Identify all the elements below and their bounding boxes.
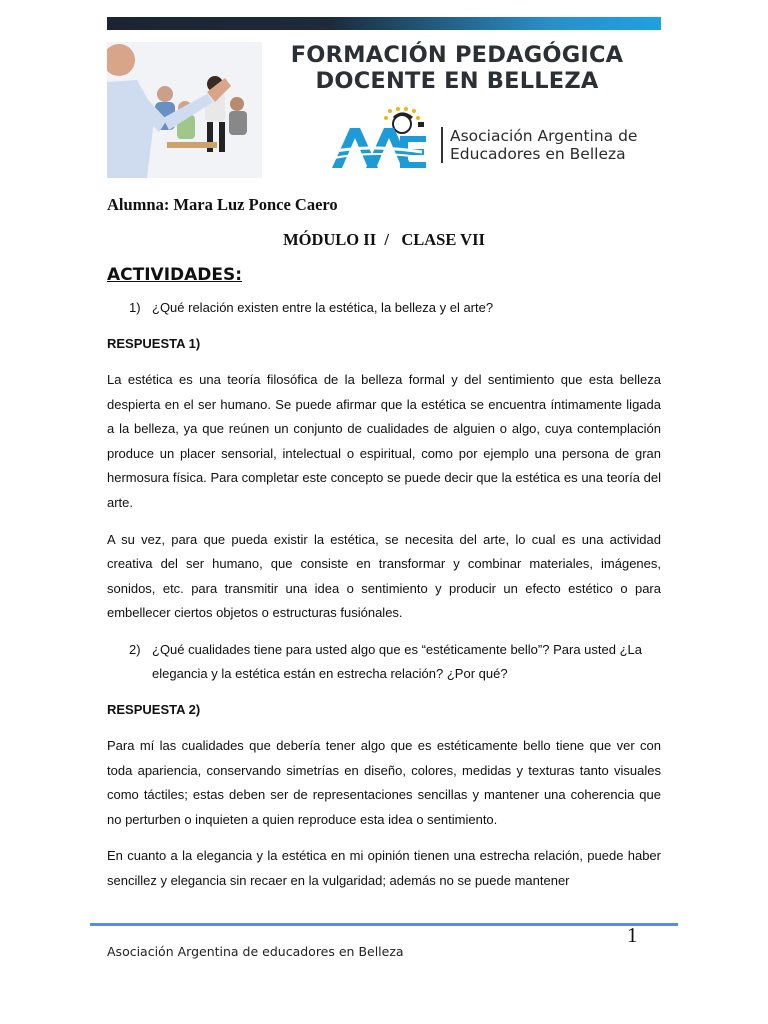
section-title: ACTIVIDADES: — [107, 265, 243, 285]
answer-1-label: RESPUESTA 1) — [107, 336, 201, 351]
document-body — [107, 194, 661, 894]
answer-1-paragraph-1: La estética es una teoría filosófica de la belleza formal y del sentimiento que esta belleza despierta en el ser humano. Se puede afirmar que la estética se encuentra íntimamente ligada a la belleza, ya que reúnen un conjunto de cualidades de alguien o algo, cuya contemplación produce un placer sensorial, intelectual o espiritual, como por ejemplo una persona de gran hermosura física. Para completar este concepto se puede decir que la estética es una teoría del arte. — [107, 372, 661, 510]
classroom-photo-icon — [107, 42, 262, 178]
question-1-text: ¿Qué relación existen entre la estética, la belleza y el arte? — [152, 300, 494, 315]
question-1-number: 1) — [129, 300, 141, 315]
module-heading: MÓDULO II / CLASE VII — [283, 230, 485, 249]
footer-org-text: Asociación Argentina de educadores en Belleza — [107, 944, 404, 959]
banner-title-line1: FORMACIÓN PEDAGÓGICA — [290, 42, 624, 68]
page-number: 1 — [627, 923, 638, 947]
org-name-line2: Educadores en Belleza — [450, 145, 626, 163]
answer-1-paragraph-2: A su vez, para que pueda existir la estética, se necesita del arte, lo cual es una actividad creativa del ser humano, que consiste en transformar y combinar materiales, imágenes, sonidos, etc. para transmitir una idea o sentimiento y producir un efecto estético o para embellecer ciertos objetos o estructuras fusiónales. — [107, 531, 661, 621]
aae-logo-icon — [330, 106, 442, 170]
banner-title — [262, 42, 652, 94]
org-name — [441, 127, 670, 163]
student-name: Alumna: Mara Luz Ponce Caero — [107, 195, 338, 214]
question-2-number: 2) — [129, 641, 141, 657]
answer-2-label: RESPUESTA 2) — [107, 701, 201, 717]
question-1 — [107, 296, 661, 320]
banner-title-line2: DOCENTE EN BELLEZA — [315, 68, 599, 94]
header-color-bar — [107, 17, 661, 30]
org-name-line1: Asociación Argentina de — [450, 127, 638, 145]
answer-2-paragraph-2: En cuanto a la elegancia y la estética en mi opinión tienen una estrecha relación, puede haber sencillez y elegancia sin recaer en la vulgaridad; además no se puede mantener — [107, 848, 661, 888]
answer-2-paragraph-1: Para mí las cualidades que debería tener algo que es estéticamente bello tiene que ver con toda apariencia, conservando simetrías en diseño, colores, medidas y texturas tanto visuales como táctiles; estas deben ser de representaciones sencillas y mantener una coherencia que no perturben o inquieten a quien reproduce esta idea o sentimiento. — [107, 737, 661, 827]
question-2 — [107, 638, 661, 686]
question-2-text: ¿Qué cualidades tiene para usted algo que es “estéticamente bello”? Para usted ¿La elegancia y la estética están en estrecha relación? ¿Por qué? — [152, 641, 642, 681]
footer-divider — [90, 923, 678, 926]
